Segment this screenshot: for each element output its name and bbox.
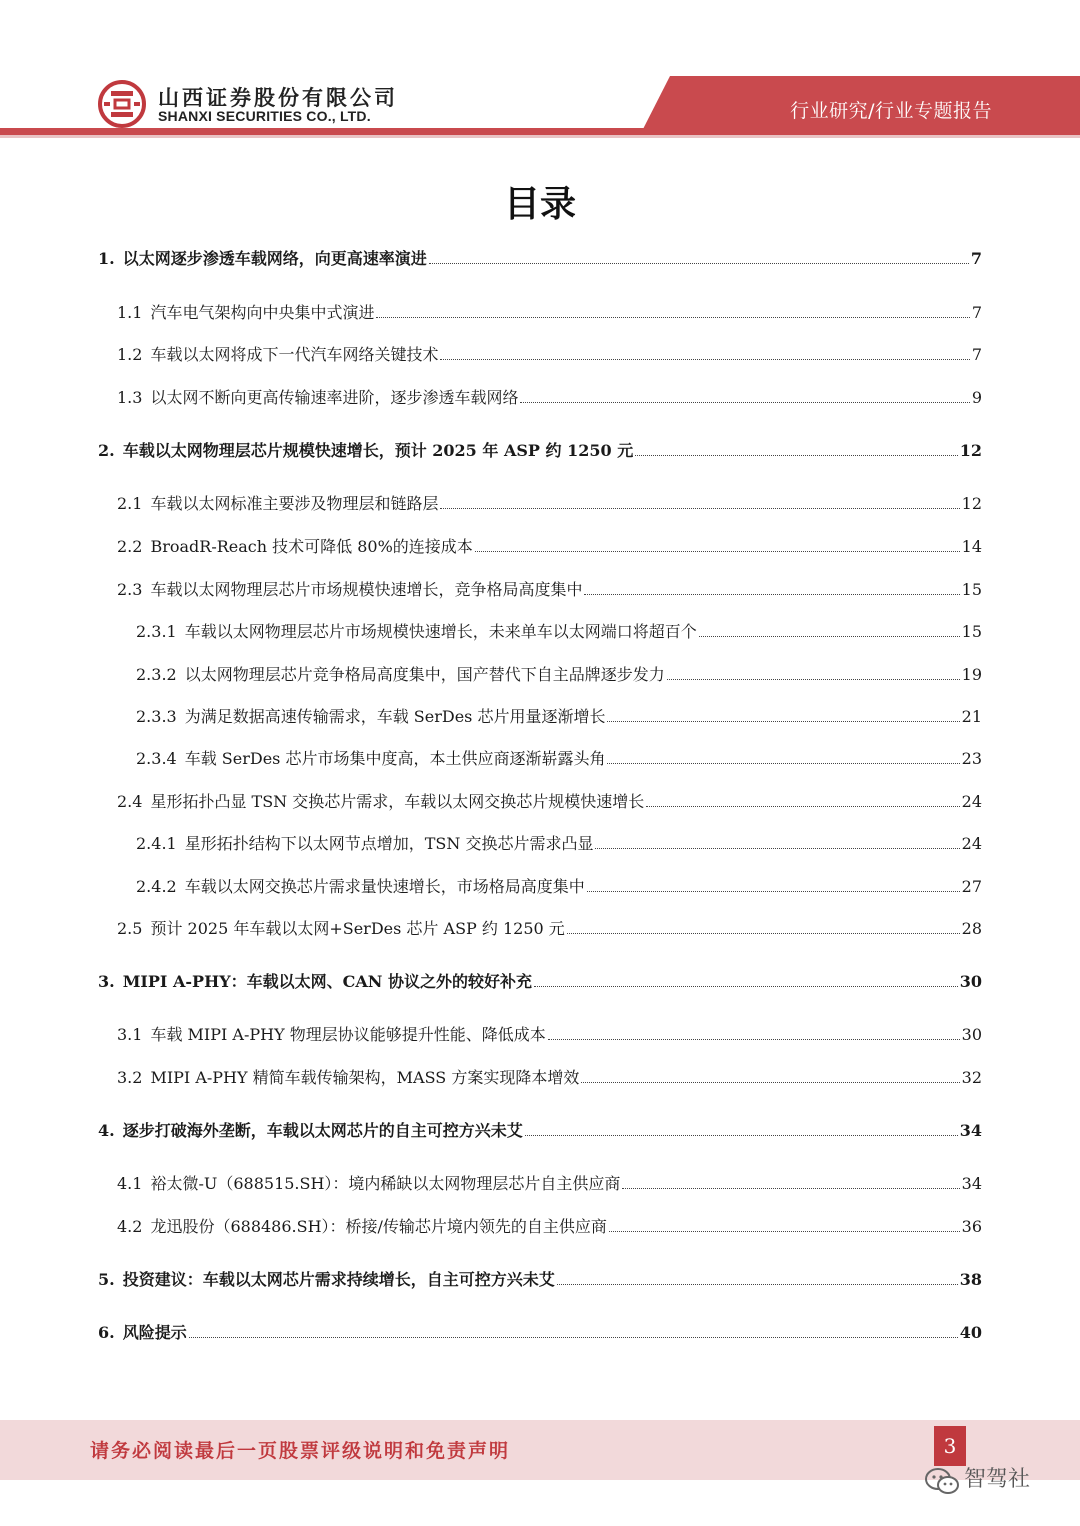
- toc-entry-label: 龙迅股份（688486.SH）：桥接/传输芯片境内领先的自主供应商: [150, 1217, 607, 1236]
- header-rule: [0, 128, 1080, 135]
- toc-entry-label: 星形拓扑结构下以太网节点增加，TSN 交换芯片需求凸显: [184, 834, 594, 853]
- toc-entry[interactable]: [117, 536, 982, 558]
- toc-entry-label: 汽车电气架构向中央集中式演进: [150, 303, 375, 322]
- toc-entry-number: 2.3.4: [136, 749, 177, 768]
- toc-entry-label: 车载 MIPI A-PHY 物理层协议能够提升性能、降低成本: [150, 1025, 546, 1044]
- toc-entry-number: 4.1: [117, 1174, 143, 1193]
- toc-entry[interactable]: [136, 876, 982, 898]
- toc-entry-number: 2.4.1: [136, 834, 177, 853]
- disclaimer-text: 请务必阅读最后一页股票评级说明和免责声明: [90, 1440, 511, 1462]
- toc-entry-number: 5.: [98, 1270, 115, 1289]
- toc-leader-dots: [587, 891, 960, 892]
- toc-entry-label: 车载以太网物理层芯片市场规模快速增长，竞争格局高度集中: [150, 580, 583, 599]
- toc-leader-dots: [607, 763, 959, 764]
- toc-leader-dots: [607, 721, 959, 722]
- toc-leader-dots: [646, 806, 959, 807]
- toc-leader-dots: [622, 1188, 959, 1189]
- toc-entry-label: 车载以太网物理层芯片规模快速增长，预计 2025 年 ASP 约 1250 元: [122, 441, 634, 460]
- toc-entry-label: 逐步打破海外垄断，车载以太网芯片的自主可控方兴未艾: [122, 1121, 523, 1140]
- toc-entry[interactable]: [136, 833, 982, 855]
- toc-entry-label: 车载以太网交换芯片需求量快速增长，市场格局高度集中: [184, 877, 585, 896]
- report-type: 行业研究/行业专题报告: [790, 100, 992, 122]
- toc-leader-dots: [667, 679, 960, 680]
- toc-entry-page: 34: [961, 1174, 982, 1193]
- toc-entry-page: 38: [959, 1270, 982, 1289]
- toc-entry-label: 以太网逐步渗透车载网络，向更高速率演进: [122, 249, 427, 268]
- toc-entry-label: 风险提示: [122, 1323, 187, 1342]
- toc-entry[interactable]: [117, 1173, 982, 1195]
- toc-entry-page: 30: [961, 1025, 982, 1044]
- toc-entry[interactable]: [98, 440, 982, 462]
- toc-entry-page: 28: [961, 919, 982, 938]
- toc-entry[interactable]: [117, 493, 982, 515]
- company-logo-icon: [98, 80, 146, 128]
- toc-entry-number: 3.: [98, 972, 115, 991]
- toc-entry[interactable]: [136, 748, 982, 770]
- toc-entry-page: 14: [961, 537, 982, 556]
- toc-leader-dots: [635, 455, 958, 456]
- toc-entry[interactable]: [117, 387, 982, 409]
- toc-leader-dots: [557, 1284, 958, 1285]
- toc-entry-number: 2.2: [117, 537, 143, 556]
- toc-entry-label: MIPI A-PHY：车载以太网、CAN 协议之外的较好补充: [122, 972, 532, 991]
- toc-entry[interactable]: [117, 791, 982, 813]
- toc-entry[interactable]: [117, 918, 982, 940]
- toc-entry-page: 12: [959, 441, 982, 460]
- toc-entry-number: 4.2: [117, 1217, 143, 1236]
- toc-entry-page: 32: [961, 1068, 982, 1087]
- toc-entry-label: 车载以太网将成下一代汽车网络关键技术: [150, 345, 439, 364]
- toc-entry[interactable]: [117, 344, 982, 366]
- toc-leader-dots: [189, 1337, 958, 1338]
- toc-entry-label: 星形拓扑凸显 TSN 交换芯片需求，车载以太网交换芯片规模快速增长: [150, 792, 645, 811]
- toc-entry-number: 1.1: [117, 303, 143, 322]
- toc-entry-page: 15: [961, 622, 982, 641]
- toc-entry-page: 23: [961, 749, 982, 768]
- toc-entry-page: 15: [961, 580, 982, 599]
- toc-leader-dots: [475, 551, 960, 552]
- toc-entry-label: 车载以太网物理层芯片市场规模快速增长，未来单车以太网端口将超百个: [184, 622, 697, 641]
- toc-entry[interactable]: [98, 971, 982, 993]
- toc-leader-dots: [548, 1039, 960, 1040]
- toc-entry[interactable]: [117, 1067, 982, 1089]
- header-rule-light: [0, 135, 1080, 138]
- toc-leader-dots: [525, 1135, 958, 1136]
- wechat-icon: [924, 1466, 960, 1498]
- toc-entry-label: 为满足数据高速传输需求，车载 SerDes 芯片用量逐渐增长: [184, 707, 606, 726]
- toc-leader-dots: [584, 594, 959, 595]
- toc-entry-number: 1.: [98, 249, 115, 268]
- toc-leader-dots: [595, 848, 959, 849]
- toc-entry-number: 4.: [98, 1121, 115, 1140]
- toc-entry[interactable]: [98, 1269, 982, 1291]
- toc-entry[interactable]: [98, 248, 982, 270]
- toc-leader-dots: [376, 317, 969, 318]
- toc-entry-number: 2.4.2: [136, 877, 177, 896]
- toc-entry[interactable]: [136, 706, 982, 728]
- toc-entry-label: 投资建议：车载以太网芯片需求持续增长，自主可控方兴未艾: [122, 1270, 555, 1289]
- toc-entry-number: 2.3.1: [136, 622, 177, 641]
- toc-entry-number: 2.5: [117, 919, 143, 938]
- toc-leader-dots: [581, 1082, 959, 1083]
- toc-leader-dots: [534, 986, 958, 987]
- toc-entry-page: 7: [971, 345, 982, 364]
- toc-entry-page: 7: [970, 249, 982, 268]
- toc-entry-number: 3.2: [117, 1068, 143, 1087]
- toc-entry-page: 7: [971, 303, 982, 322]
- watermark-text: 智驾社: [964, 1467, 1031, 1492]
- toc-entry-number: 2.4: [117, 792, 143, 811]
- toc-entry[interactable]: [98, 1120, 982, 1142]
- toc-entry-number: 1.2: [117, 345, 143, 364]
- toc-entry-page: 21: [961, 707, 982, 726]
- toc-entry-page: 12: [961, 494, 982, 513]
- toc-entry[interactable]: [117, 579, 982, 601]
- toc-entry-page: 27: [961, 877, 982, 896]
- toc-entry[interactable]: [117, 1216, 982, 1238]
- toc-entry-page: 9: [971, 388, 982, 407]
- page-number: 3: [934, 1426, 966, 1466]
- toc-entry-label: 车载 SerDes 芯片市场集中度高，本土供应商逐渐崭露头角: [184, 749, 606, 768]
- toc-entry-page: 19: [961, 665, 982, 684]
- toc-entry-label: BroadR-Reach 技术可降低 80%的连接成本: [150, 537, 473, 556]
- company-name-cn: 山西证券股份有限公司: [158, 86, 398, 110]
- toc-entry-number: 2.: [98, 441, 115, 460]
- toc-entry-label: 以太网物理层芯片竞争格局高度集中，国产替代下自主品牌逐步发力: [184, 665, 665, 684]
- toc-entry-label: 车载以太网标准主要涉及物理层和链路层: [150, 494, 439, 513]
- toc-leader-dots: [440, 508, 959, 509]
- toc-leader-dots: [609, 1231, 960, 1232]
- toc-entry-number: 1.3: [117, 388, 143, 407]
- toc-entry-label: 裕太微-U（688515.SH）：境内稀缺以太网物理层芯片自主供应商: [150, 1174, 621, 1193]
- toc-entry-label: MIPI A-PHY 精简车载传输架构，MASS 方案实现降本增效: [150, 1068, 580, 1087]
- toc-leader-dots: [429, 263, 969, 264]
- toc-entry-number: 6.: [98, 1323, 115, 1342]
- toc-entry[interactable]: [136, 664, 982, 686]
- page-title: 目录: [503, 184, 576, 225]
- toc-entry-page: 24: [961, 792, 982, 811]
- toc-entry[interactable]: [136, 621, 982, 643]
- toc-entry[interactable]: [117, 302, 982, 324]
- toc-leader-dots: [520, 402, 969, 403]
- toc-entry[interactable]: [98, 1322, 982, 1344]
- toc-entry-number: 2.3: [117, 580, 143, 599]
- toc-entry-page: 30: [959, 972, 982, 991]
- toc-entry-number: 2.1: [117, 494, 143, 513]
- toc-entry-page: 24: [961, 834, 982, 853]
- toc-entry-page: 34: [959, 1121, 982, 1140]
- toc-leader-dots: [699, 636, 960, 637]
- toc-entry-page: 40: [959, 1323, 982, 1342]
- toc-entry-number: 2.3.2: [136, 665, 177, 684]
- toc-entry-page: 36: [961, 1217, 982, 1236]
- company-name-en: SHANXI SECURITIES CO., LTD.: [158, 108, 371, 124]
- toc-entry-number: 3.1: [117, 1025, 143, 1044]
- toc-entry-number: 2.3.3: [136, 707, 177, 726]
- toc-entry[interactable]: [117, 1024, 982, 1046]
- page-header: [0, 0, 1080, 150]
- toc-entry-label: 预计 2025 年车载以太网+SerDes 芯片 ASP 约 1250 元: [150, 919, 565, 938]
- toc-leader-dots: [440, 359, 969, 360]
- toc-leader-dots: [567, 933, 960, 934]
- toc-entry-label: 以太网不断向更高传输速率进阶，逐步渗透车载网络: [150, 388, 519, 407]
